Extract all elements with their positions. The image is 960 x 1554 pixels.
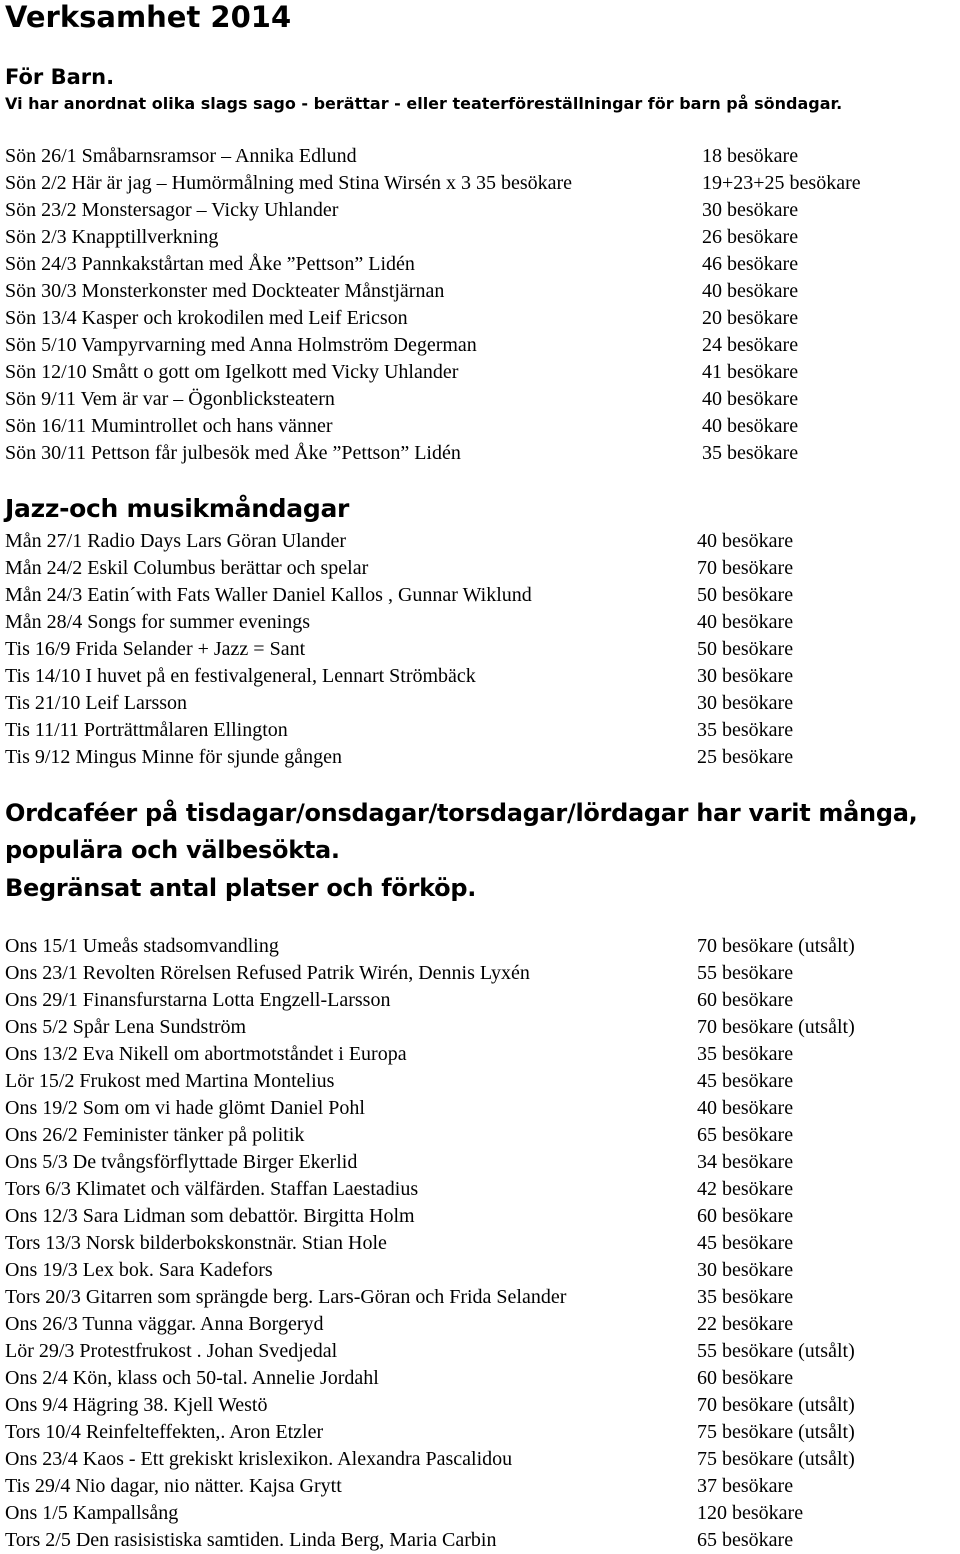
list-item [5, 224, 955, 251]
list-item [5, 1095, 955, 1122]
list-item [5, 1149, 955, 1176]
event-description: Lör 15/2 Frukost med Martina Montelius [5, 1070, 335, 1092]
list-item [5, 1446, 955, 1473]
ordcafe-list [5, 933, 955, 1554]
list-item [5, 987, 955, 1014]
list-item [5, 960, 955, 987]
jazz-list [5, 528, 955, 771]
event-description: Mån 24/3 Eatin´with Fats Waller Daniel Kallos , Gunnar Wiklund [5, 584, 532, 606]
page-title: Verksamhet 2014 [5, 0, 292, 34]
list-item [5, 1203, 955, 1230]
barn-intro: Vi har anordnat olika slags sago - berättar - eller teaterföreställningar för barn på söndagar. [5, 94, 843, 113]
visitor-count: 25 besökare [697, 746, 794, 768]
visitor-count: 42 besökare [697, 1178, 794, 1200]
section-heading-ordcafe: Ordcaféer på tisdagar/onsdagar/torsdagar/lördagar har varit många, [5, 799, 918, 827]
visitor-count: 40 besökare [697, 1097, 794, 1119]
visitor-count: 24 besökare [702, 334, 799, 356]
list-item [5, 690, 955, 717]
visitor-count: 65 besökare [697, 1529, 794, 1551]
list-item [5, 555, 955, 582]
visitor-count: 40 besökare [697, 530, 794, 552]
event-description: Tors 2/5 Den rasisistiska samtiden. Linda Berg, Maria Carbin [5, 1529, 497, 1551]
visitor-count: 50 besökare [697, 584, 794, 606]
visitor-count: 65 besökare [697, 1124, 794, 1146]
event-description: Tors 13/3 Norsk bilderbokskonstnär. Stian Hole [5, 1232, 387, 1254]
event-description: Ons 1/5 Kampallsång [5, 1502, 179, 1524]
section-heading-barn: För Barn. [5, 65, 115, 89]
ordcafe-heading-line2: populära och välbesökta. [5, 836, 340, 864]
list-item [5, 1230, 955, 1257]
event-description: Tis 16/9 Frida Selander + Jazz = Sant [5, 638, 306, 660]
visitor-count: 55 besökare (utsålt) [697, 1340, 855, 1362]
visitor-count: 35 besökare [697, 1286, 794, 1308]
visitor-count: 19+23+25 besökare [702, 172, 861, 194]
event-description: Ons 23/4 Kaos - Ett grekiskt krislexikon. Alexandra Pascalidou [5, 1448, 513, 1470]
list-item [5, 1311, 955, 1338]
visitor-count: 55 besökare [697, 962, 794, 984]
list-item [5, 305, 955, 332]
event-description: Ons 5/2 Spår Lena Sundström [5, 1016, 247, 1038]
visitor-count: 35 besökare [697, 719, 794, 741]
event-description: Mån 28/4 Songs for summer evenings [5, 611, 310, 633]
list-item [5, 933, 955, 960]
visitor-count: 40 besökare [702, 415, 799, 437]
event-description: Ons 12/3 Sara Lidman som debattör. Birgitta Holm [5, 1205, 415, 1227]
visitor-count: 37 besökare [697, 1475, 794, 1497]
event-description: Ons 15/1 Umeås stadsomvandling [5, 935, 279, 957]
visitor-count: 40 besökare [697, 611, 794, 633]
list-item [5, 1365, 955, 1392]
event-description: Sön 30/11 Pettson får julbesök med Åke ”Pettson” Lidén [5, 442, 461, 464]
visitor-count: 41 besökare [702, 361, 799, 383]
list-item [5, 1473, 955, 1500]
visitor-count: 46 besökare [702, 253, 799, 275]
event-description: Sön 26/1 Småbarnsramsor – Annika Edlund [5, 145, 357, 167]
visitor-count: 60 besökare [697, 1367, 794, 1389]
list-item [5, 197, 955, 224]
list-item [5, 143, 955, 170]
event-description: Lör 29/3 Protestfrukost . Johan Svedjedal [5, 1340, 338, 1362]
event-description: Tis 14/10 I huvet på en festivalgeneral, Lennart Strömbäck [5, 665, 476, 687]
list-item [5, 386, 955, 413]
event-description: Tis 29/4 Nio dagar, nio nätter. Kajsa Grytt [5, 1475, 342, 1497]
event-description: Tors 10/4 Reinfelteffekten,. Aron Etzler [5, 1421, 324, 1443]
list-item [5, 1419, 955, 1446]
event-description: Mån 24/2 Eskil Columbus berättar och spelar [5, 557, 369, 579]
list-item [5, 1338, 955, 1365]
event-description: Sön 12/10 Smått o gott om Igelkott med Vicky Uhlander [5, 361, 459, 383]
visitor-count: 75 besökare (utsålt) [697, 1448, 855, 1470]
list-item [5, 332, 955, 359]
list-item [5, 1392, 955, 1419]
list-item [5, 1041, 955, 1068]
event-description: Ons 5/3 De tvångsförflyttade Birger Ekerlid [5, 1151, 358, 1173]
visitor-count: 60 besökare [697, 989, 794, 1011]
event-description: Tors 20/3 Gitarren som sprängde berg. Lars-Göran och Frida Selander [5, 1286, 567, 1308]
visitor-count: 35 besökare [697, 1043, 794, 1065]
visitor-count: 40 besökare [702, 280, 799, 302]
event-description: Tis 21/10 Leif Larsson [5, 692, 188, 714]
visitor-count: 18 besökare [702, 145, 799, 167]
visitor-count: 26 besökare [702, 226, 799, 248]
visitor-count: 35 besökare [702, 442, 799, 464]
event-description: Sön 2/2 Här är jag – Humörmålning med Stina Wirsén x 3 35 besökare [5, 172, 573, 194]
list-item [5, 413, 955, 440]
list-item [5, 359, 955, 386]
event-description: Tis 9/12 Mingus Minne för sjunde gången [5, 746, 343, 768]
event-description: Ons 19/3 Lex bok. Sara Kadefors [5, 1259, 273, 1281]
list-item [5, 1257, 955, 1284]
visitor-count: 75 besökare (utsålt) [697, 1421, 855, 1443]
visitor-count: 20 besökare [702, 307, 799, 329]
visitor-count: 22 besökare [697, 1313, 794, 1335]
ordcafe-heading-line3: Begränsat antal platser och förköp. [5, 874, 477, 902]
event-description: Ons 26/3 Tunna väggar. Anna Borgeryd [5, 1313, 324, 1335]
list-item [5, 1122, 955, 1149]
visitor-count: 30 besökare [697, 665, 794, 687]
event-description: Sön 24/3 Pannkakstårtan med Åke ”Pettson” Lidén [5, 253, 415, 275]
event-description: Ons 9/4 Hägring 38. Kjell Westö [5, 1394, 268, 1416]
event-description: Ons 23/1 Revolten Rörelsen Refused Patrik Wirén, Dennis Lyxén [5, 962, 530, 984]
visitor-count: 60 besökare [697, 1205, 794, 1227]
event-description: Ons 26/2 Feminister tänker på politik [5, 1124, 305, 1146]
visitor-count: 70 besökare (utsålt) [697, 935, 855, 957]
barn-list [5, 143, 955, 467]
list-item [5, 440, 955, 467]
list-item [5, 528, 955, 555]
event-description: Sön 13/4 Kasper och krokodilen med Leif Ericson [5, 307, 408, 329]
list-item [5, 663, 955, 690]
event-description: Mån 27/1 Radio Days Lars Göran Ulander [5, 530, 347, 552]
visitor-count: 45 besökare [697, 1232, 794, 1254]
event-description: Sön 5/10 Vampyrvarning med Anna Holmström Degerman [5, 334, 477, 356]
event-description: Sön 16/11 Mumintrollet och hans vänner [5, 415, 333, 437]
list-item [5, 1176, 955, 1203]
event-description: Tis 11/11 Porträttmålaren Ellington [5, 719, 288, 741]
list-item [5, 1014, 955, 1041]
event-description: Sön 23/2 Monstersagor – Vicky Uhlander [5, 199, 339, 221]
event-description: Ons 29/1 Finansfurstarna Lotta Engzell-Larsson [5, 989, 391, 1011]
visitor-count: 34 besökare [697, 1151, 794, 1173]
section-heading-jazz: Jazz-och musikmåndagar [5, 494, 350, 523]
visitor-count: 30 besökare [697, 1259, 794, 1281]
visitor-count: 30 besökare [697, 692, 794, 714]
list-item [5, 609, 955, 636]
event-description: Sön 30/3 Monsterkonster med Dockteater Månstjärnan [5, 280, 445, 302]
visitor-count: 70 besökare [697, 557, 794, 579]
visitor-count: 40 besökare [702, 388, 799, 410]
event-description: Ons 2/4 Kön, klass och 50-tal. Annelie Jordahl [5, 1367, 379, 1389]
list-item [5, 1284, 955, 1311]
event-description: Tors 6/3 Klimatet och välfärden. Staffan Laestadius [5, 1178, 419, 1200]
list-item [5, 1500, 955, 1527]
event-description: Sön 9/11 Vem är var – Ögonblicksteatern [5, 388, 335, 410]
list-item [5, 717, 955, 744]
visitor-count: 50 besökare [697, 638, 794, 660]
list-item [5, 251, 955, 278]
list-item [5, 582, 955, 609]
list-item [5, 278, 955, 305]
list-item [5, 170, 955, 197]
visitor-count: 70 besökare (utsålt) [697, 1016, 855, 1038]
list-item [5, 744, 955, 771]
list-item [5, 1527, 955, 1554]
visitor-count: 30 besökare [702, 199, 799, 221]
list-item [5, 1068, 955, 1095]
event-description: Sön 2/3 Knapptillverkning [5, 226, 219, 248]
visitor-count: 70 besökare (utsålt) [697, 1394, 855, 1416]
visitor-count: 45 besökare [697, 1070, 794, 1092]
event-description: Ons 13/2 Eva Nikell om abortmotståndet i Europa [5, 1043, 407, 1065]
list-item [5, 636, 955, 663]
event-description: Ons 19/2 Som om vi hade glömt Daniel Pohl [5, 1097, 365, 1119]
visitor-count: 120 besökare [697, 1502, 804, 1524]
